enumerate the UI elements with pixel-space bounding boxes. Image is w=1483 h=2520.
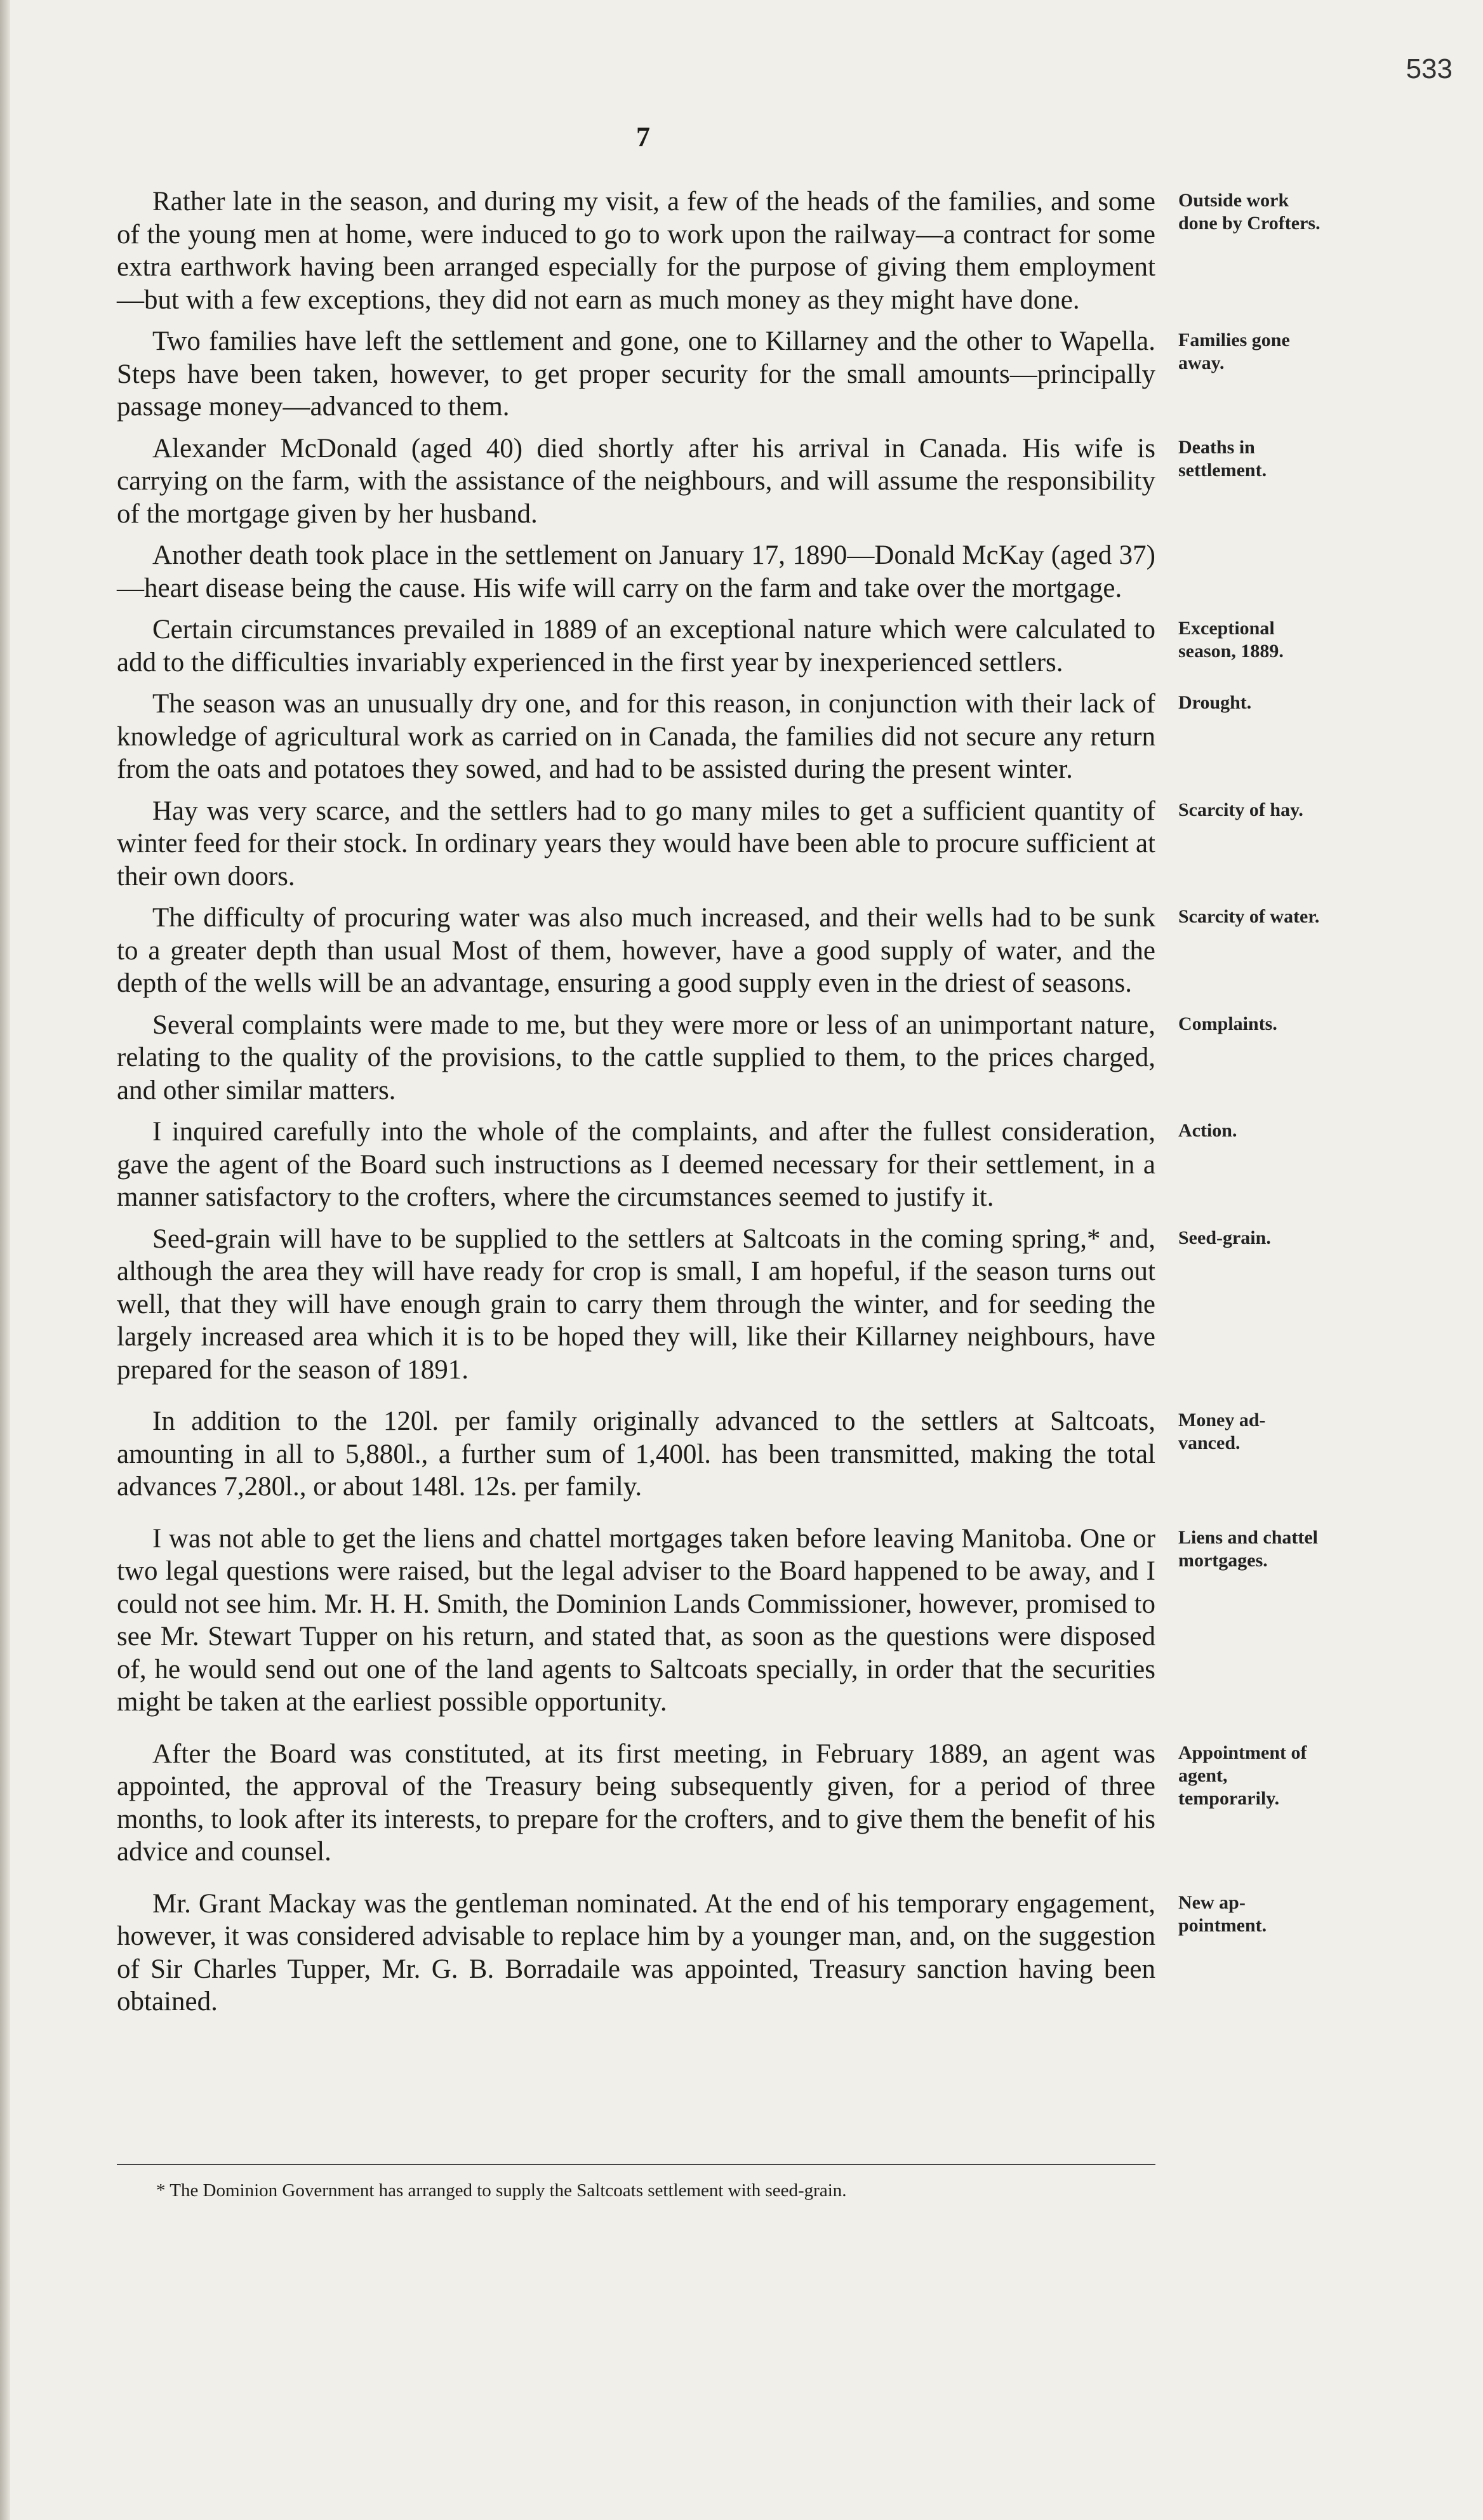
- margin-note: Families gone away.: [1178, 330, 1290, 373]
- paragraph-liens: I was not able to get the liens and chattel mortgages taken before leaving Manitoba. One or two legal questions were raised, but the legal adviser to the Board happened to be away, and I could not see him. Mr. H. H. Smith, the Dominion Lands Commissioner, however, promised to see Mr. Stewart Tupper on his return, and stated that, as soon as the questions were disposed of, he would send out one of the land agents to Saltcoats specially, in order that the securities might be taken at the earliest possible opportunity. Liens and chattel mortgages.: [117, 1523, 1155, 1719]
- paragraph-deaths: Alexander McDonald (aged 40) died shortly after his arrival in Canada. His wife is carrying on the farm, with the assistance of the neighbours, and will assume the responsibility of the mortgage given by her husband. Deaths in settlement.: [117, 432, 1155, 531]
- margin-note: Deaths in settlement.: [1178, 436, 1267, 481]
- footnote-divider: [117, 2164, 1155, 2165]
- paragraph-families-gone: Two families have left the settlement and gone, one to Killarney and the other to Wapella. Steps have been taken, however, to get proper security for the small amounts—principally passage money—advanced to them. Families gone away.: [117, 325, 1155, 423]
- margin-note: New ap-pointment.: [1178, 1891, 1267, 1936]
- margin-note: Scarcity of water.: [1178, 906, 1320, 927]
- margin-note: Outside work done by Crofters.: [1178, 190, 1320, 234]
- margin-note: Scarcity of hay.: [1178, 799, 1303, 820]
- margin-note: Seed-grain.: [1178, 1227, 1271, 1248]
- paragraph-outside-work: Rather late in the season, and during my visit, a few of the heads of the families, and some of the young men at home, were induced to go to work upon the railway—a contract for some extra earthwork having been arranged especially for the purpose of giving them employment—but with a few exceptions, they did not earn as much money as they might have done. Outside work done by Crofters.: [117, 185, 1155, 316]
- margin-note: Money ad-vanced.: [1178, 1410, 1266, 1453]
- paragraph-hay: Hay was very scarce, and the settlers had to go many miles to get a sufficient quantity of winter feed for their stock. In ordinary years they would have been able to procure sufficient at their own doors. Scarcity of hay.: [117, 795, 1155, 893]
- paragraph-action: I inquired carefully into the whole of the complaints, and after the fullest consideration, gave the agent of the Board such instructions as I deemed necessary for their settlement, in a manner satisfactory to the crofters, where the circumstances seemed to justify it. Action.: [117, 1116, 1155, 1214]
- sheet-number: 7: [636, 121, 650, 152]
- paragraph-another-death: Another death took place in the settlement on January 17, 1890—Donald McKay (aged 37)—heart disease being the cause. His wife will carry on the farm and take over the mortgage.: [117, 540, 1155, 603]
- footnote: * The Dominion Government has arranged to supply the Saltcoats settlement with seed-grain.: [156, 2180, 847, 2201]
- paragraph-exceptional-season: Certain circumstances prevailed in 1889 of an exceptional nature which were calculated to add to the difficulties invariably experienced in the first year by inexperienced settlers. Exceptional season, 1889.: [117, 613, 1155, 679]
- margin-note: Complaints.: [1178, 1013, 1277, 1034]
- paragraph-seed-grain: Seed-grain will have to be supplied to the settlers at Saltcoats in the coming spring,* and, although the area they will have ready for crop is small, I am hopeful, if the season turns out well, that they will have enough grain to carry them through the winter, and for seeding the largely increased area which it is to be hoped they will, like their Killarney neighbours, have prepared for the season of 1891. Seed-grain.: [117, 1223, 1155, 1387]
- paragraph-drought: The season was an unusually dry one, and for this reason, in conjunction with their lack of knowledge of agricultural work as carried on in Canada, the families did not secure any return from the oats and potatoes they sowed, and had to be assisted during the present winter. Drought.: [117, 688, 1155, 786]
- page-number: 533: [1406, 53, 1453, 84]
- paragraph-money-advanced: In addition to the 120l. per family originally advanced to the settlers at Saltcoats, amounting in all to 5,880l., a further sum of 1,400l. has been transmitted, making the total advances 7,280l., or about 148l. 12s. per family. Money ad-vanced.: [117, 1405, 1155, 1503]
- margin-note: Drought.: [1178, 692, 1252, 713]
- paragraph-water: The difficulty of procuring water was also much increased, and their wells had to be sunk to a greater depth than usual Most of them, however, have a good supply of water, and the depth of the wells will be an advantage, ensuring a good supply even in the driest of seasons. Scarcity of water.: [117, 902, 1155, 1000]
- paragraph-appointment: After the Board was constituted, at its first meeting, in February 1889, an agent was appointed, the approval of the Treasury being subsequently given, for a period of three months, to look after its interests, to prepare for the crofters, and to give them the benefit of his advice and counsel. Appointment of agent, temporarily.: [117, 1738, 1155, 1869]
- book-spine-shadow: [0, 0, 10, 2520]
- paragraph-new-appointment: Mr. Grant Mackay was the gentleman nominated. At the end of his temporary engagement, however, it was considered advisable to replace him by a younger man, and, on the suggestion of Sir Charles Tupper, Mr. G. B. Borradaile was appointed, Treasury sanction having been obtained. New ap-pointment.: [117, 1888, 1155, 2018]
- body-text: [117, 185, 1320, 2027]
- margin-note: Liens and chattel mortgages.: [1178, 1526, 1319, 1571]
- margin-note: Action.: [1178, 1120, 1237, 1141]
- paragraph-complaints: Several complaints were made to me, but they were more or less of an unimportant nature, relating to the quality of the provisions, to the cattle supplied to them, to the prices charged, and other similar matters. Complaints.: [117, 1009, 1155, 1107]
- margin-note: Exceptional season, 1889.: [1178, 618, 1284, 662]
- margin-note: Appointment of agent, temporarily.: [1178, 1742, 1307, 1809]
